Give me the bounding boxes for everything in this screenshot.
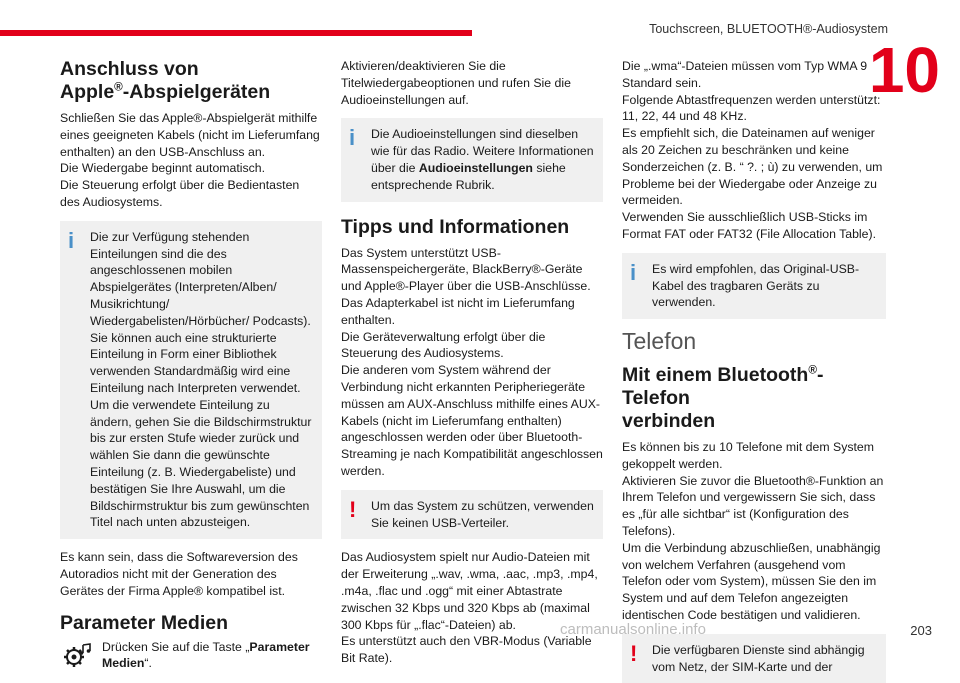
heading-telefon: -Telefon [622, 363, 824, 409]
info-note [622, 253, 886, 319]
heading-line-2: verbinden [622, 409, 716, 432]
paragraph: Es können bis zu 10 Telefone mit dem System gekoppelt werden. [622, 439, 874, 471]
info-note [60, 221, 322, 539]
paragraph: Das Audiosystem spielt nur Audio-Dateien mit der Erweiterung „.wav, .wma, .aac, .mp3, .mp4, .m4a, .flac und .ogg“ mit einer Abtastrate zwischen 32 Kbps und 320 Kbps ab (maximal 300 Kbps für „.flac“-Dateien) ab. [341, 550, 598, 632]
paragraph: Schließen Sie das Apple®-Abspielgerät mithilfe eines geeigneten Kabels (nicht im Lieferumfang enthalten) an den USB-Anschluss an. [60, 111, 320, 159]
info-icon: i [68, 227, 75, 253]
heading-sup: ® [808, 363, 817, 377]
text-segment: Die Audioeinstellungen sind dieselben wie für das Radio. Weitere Informationen über die [371, 127, 594, 175]
text-segment: “. [144, 656, 152, 671]
heading-line-2: -Abspielgeräten [122, 81, 271, 103]
warning-note [341, 490, 603, 540]
paragraph: Verwenden Sie ausschließlich USB-Sticks im Format FAT oder FAT32 (File Allocation Table). [622, 210, 877, 241]
paragraph: Es unterstützt auch den VBR-Modus (Variable Bit Rate). [341, 634, 592, 666]
chapter-number: 10 [868, 34, 940, 106]
info-note-text: Die zur Verfügung stehenden Einteilungen sind die des angeschlossenen mobilen Abspielgerätes (Interpreten/Alben/ Musikrichtung/ Wiedergabelisten/Hörbücher/ Podcasts). Sie können auch eine strukturierte Einteilung in Form einer Bibliothek verwenden Standardmäßig wird eine Einteilung nach Interpreten verwendet. Um die verwendete Einteilung zu ändern, gehen Sie die Bildschirmstruktur bis zur ersten Stufe wieder zurück und wählen Sie dann die gewünschte Einteilung (z. B. Wiedergabeliste) und bestätigen Sie Ihre Auswahl, um die Bildschirmstruktur bis zum gewünschten Titel nach unten abzusteigen. [90, 229, 312, 530]
section-title-telefon: Telefon [622, 328, 697, 355]
heading-line-1: Mit einem Bluetooth [622, 363, 809, 386]
paragraph: Aktivieren/deaktivieren Sie die Titelwiedergabeoptionen und rufen Sie die Audioeinstellungen auf. [341, 59, 571, 107]
page-number: 203 [910, 623, 932, 638]
paragraph: Das System unterstützt USB-Massenspeichergeräte, BlackBerry®-Geräte und Apple®-Player über die USB-Anschlüsse. Das Adapterkabel ist nicht im Lieferumfang enthalten. [341, 245, 591, 327]
info-icon: i [630, 259, 637, 285]
paragraph: Folgende Abtastfrequenzen werden unterstützt: 11, 22, 44 und 48 KHz. [622, 92, 881, 124]
params-media-key: Parameter Medien [102, 639, 310, 671]
header-red-bar [0, 30, 472, 36]
info-note-text: Es wird empfohlen, das Original-USB-Kabel des tragbaren Geräts zu verwenden. [652, 261, 860, 310]
paragraph: Die anderen vom System während der Verbindung nicht erkannten Peripheriegeräte müssen am AUX-Anschluss mithilfe eines AUX-Kabels (nicht im Lieferumfang enthalten) angeschlossen werden oder über Bluetooth-Streaming je nach Kompatibilität angeschlossen werden. [341, 363, 603, 478]
warning-note-text: Um das System zu schützen, verwenden Sie keinen USB-Verteiler. [371, 498, 594, 530]
text-segment: siehe entsprechende Rubrik. [371, 160, 566, 192]
heading-bluetooth-connect [622, 364, 886, 433]
paragraph: Die Geräteverwaltung erfolgt über die Steuerung des Audiosystems. [341, 329, 546, 361]
header-section-title: Touchscreen, BLUETOOTH®-Audiosystem [649, 22, 888, 36]
warning-icon: ! [630, 640, 638, 666]
media-settings-icon [60, 639, 94, 673]
heading-apple-connection [60, 58, 322, 104]
paragraph: Die „.wma“-Dateien müssen vom Typ WMA 9 Standard sein. [622, 59, 868, 90]
text-bold: Audioeinstellungen [418, 160, 533, 175]
paragraph: Es kann sein, dass die Softwareversion des Autoradios nicht mit der Generation des Gerätes der Firma Apple® kompatibel ist. [60, 550, 298, 598]
paragraph: Die Steuerung erfolgt über die Bedientasten des Audiosystems. [60, 178, 300, 209]
info-note [341, 118, 603, 201]
heading-sup: ® [114, 80, 123, 94]
paragraph: Um die Verbindung abzuschließen, unabhängig von welchem Verfahren (ausgehend vom Telefon oder vom System), müssen Sie den im System und auf dem Telefon angezeigten identischen Code bestätigen und validieren. [622, 540, 881, 622]
text-segment: Drücken Sie auf die Taste „ [102, 639, 250, 654]
params-media-text [102, 639, 322, 673]
heading-params-media: Parameter Medien [60, 611, 228, 634]
params-media-row [60, 639, 322, 673]
column-1 [60, 58, 322, 673]
column-3 [622, 58, 886, 683]
warning-note-text: Die verfügbaren Dienste sind abhängig vom Netz, der SIM-Karte und der [652, 642, 865, 674]
heading-tips: Tipps und Informationen [341, 215, 570, 238]
column-2 [341, 58, 603, 667]
paragraph: Es empfiehlt sich, die Dateinamen auf weniger als 20 Zeichen zu beschränken und keine Sonderzeichen (z. B. “ ?. ; ù) zu verwenden, um Probleme bei der Wiedergabe oder Anzeige zu vermeiden. [622, 126, 883, 208]
paragraph: Die Wiedergabe beginnt automatisch. [60, 161, 266, 176]
paragraph: Aktivieren Sie zuvor die Bluetooth®-Funktion an Ihrem Telefon und vergewissern Sie sich, dass es „für alle sichtbar“ ist (Konfiguration des Telefons). [622, 473, 884, 538]
heading-apple: Apple [60, 81, 115, 103]
info-note-text [371, 126, 595, 193]
heading-line-1: Anschluss von [60, 58, 199, 80]
warning-icon: ! [349, 496, 357, 522]
info-icon: i [349, 125, 356, 151]
watermark: carmanualsonline.info [560, 621, 706, 638]
warning-note [622, 634, 886, 683]
